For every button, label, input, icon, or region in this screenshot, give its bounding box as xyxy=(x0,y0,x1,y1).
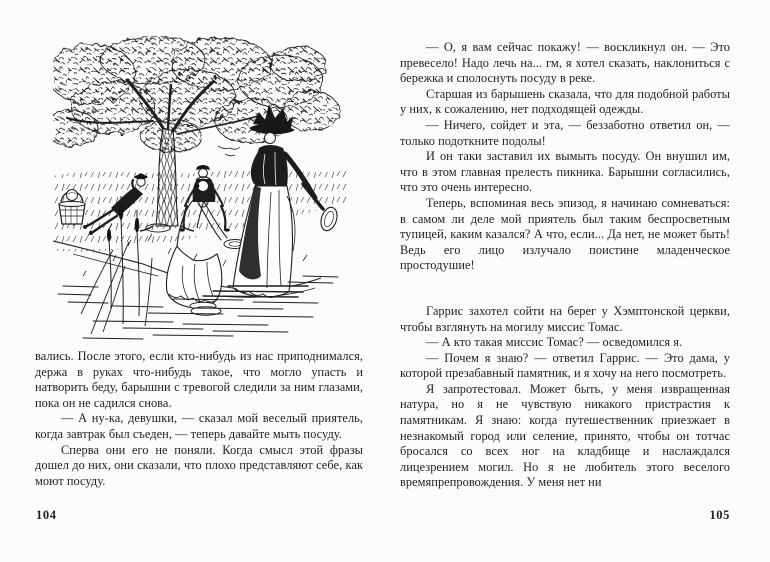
left-page-text xyxy=(35,349,363,489)
paragraph: И он таки заставил их вымыть посуду. Он внушил им, что в этом главная прелесть пикника. Барышни согласились, что это очень интересно. xyxy=(400,149,730,195)
paragraph: — А кто такая миссис Томас? — осведомился я. xyxy=(426,335,683,350)
paragraph: Старшая из барышень сказала, что для подобной работы у них, к сожалению, нет подходящей одежды. xyxy=(400,86,730,117)
right-page-text xyxy=(400,40,730,491)
section-break xyxy=(400,274,730,304)
tree-foliage xyxy=(53,36,339,152)
paragraph: Сперва они его не поняли. Когда смысл этой фразы дошел до них, они сказали, что плохо представляют себе, как моют посуду. xyxy=(35,442,363,488)
paragraph: — О, я вам сейчас покажу! — воскликнул он. — Это превесело! Надо лечь на... гм, я хотел сказать, наклониться с бережка и сполоснуть посуду в реке. xyxy=(400,40,730,86)
paragraph: Гаррис захотел сойти на берег у Хэмптонской церкви, чтобы взглянуть на могилу миссис Томас. xyxy=(400,303,730,334)
picnic-illustration xyxy=(53,36,347,348)
illustration-canvas xyxy=(53,36,347,348)
paragraph: Теперь, вспоминая весь эпизод, я начинаю сомневаться: в самом ли деле мой приятель был таким беспросветным тупицей, каким казался? А что, если... Да нет, не может быть! Ведь его лицо излучало поистине младенческое простодушие! xyxy=(400,195,730,273)
paragraph: — Ничего, сойдет и эта, — беззаботно ответил он, — только подоткните подолы! xyxy=(400,117,730,148)
paragraph: — Почем я знаю? — ответил Гаррис. — Это дама, у которой презабавный памятник, и я хочу на него посмотреть. xyxy=(400,350,730,381)
page-number-right: 105 xyxy=(709,508,730,522)
page-number-left: 104 xyxy=(36,508,57,522)
paragraph: Я запротестовал. Может быть, у меня извращенная натура, но я не чувствую никакого пристрастия к памятникам. Я знаю: когда путешественник приезжает в незнакомый город или селение, принято, чтобы он тотчас бросался со всех ног на кладбище и наслаждался лицезрением могил. Но я не любитель этого веселого времяпрепровождения. У меня нет ни xyxy=(400,381,730,490)
paragraph: — А ну-ка, девушки, — сказал мой веселый приятель, когда завтрак был съеден, — теперь давайте мыть посуду. xyxy=(35,411,363,441)
paragraph: вались. После этого, если кто-нибудь из нас приподнимался, держа в руках что-нибудь такое, что могло упасть и натворить беду, барышни с тревогой следили за ним глазами, пока он не садился снова. xyxy=(35,349,363,410)
